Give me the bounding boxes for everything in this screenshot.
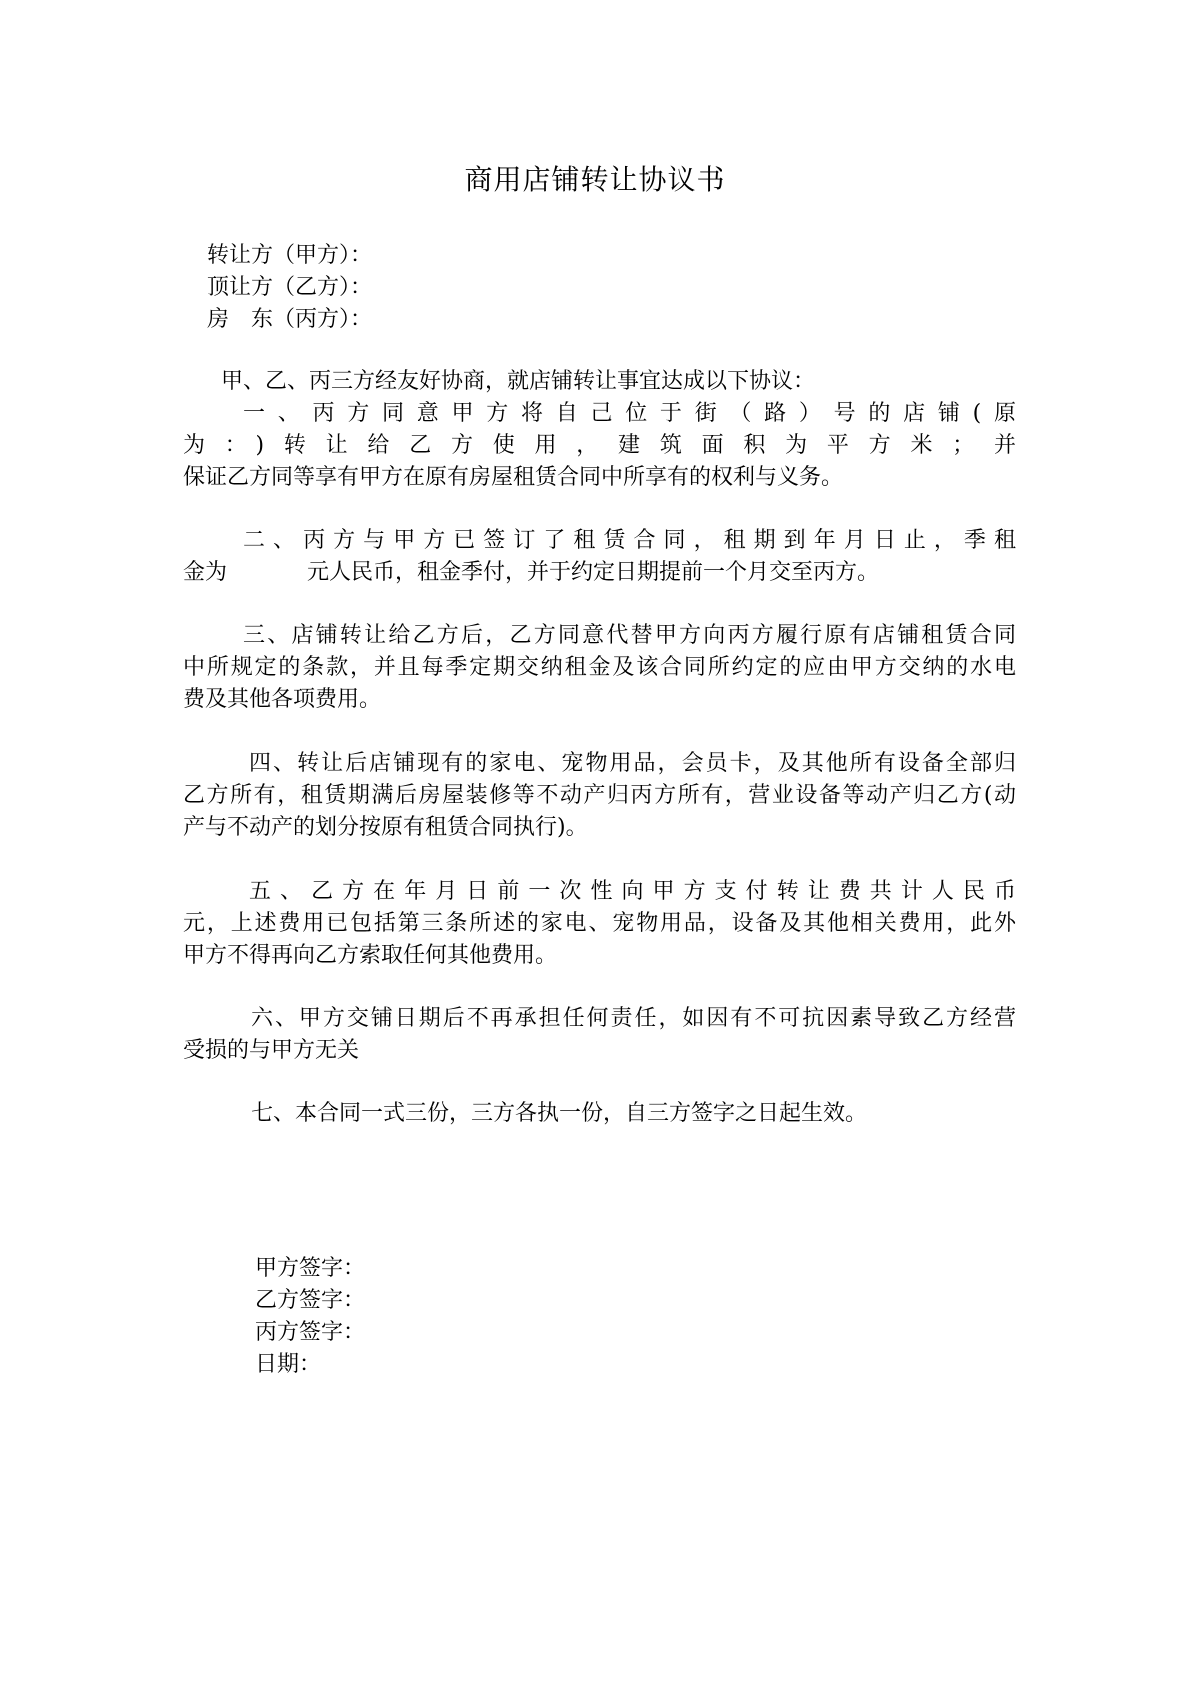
party-transferee: 顶让方（乙方）：	[207, 275, 373, 300]
clause-5-line-2: 元，上述费用已包括第三条所述的家电、宠物用品，设备及其他相关费用，此外	[183, 911, 1016, 936]
clause-1-line-1: 一、丙方同意甲方将自己位于街（路）号的店铺(原	[243, 401, 1016, 426]
clause-5-line-3: 甲方不得再向乙方索取任何其他费用。	[183, 943, 558, 968]
clause-3-line-1: 三、店铺转让给乙方后，乙方同意代替甲方向丙方履行原有店铺租赁合同	[243, 623, 1016, 648]
clause-2-line-1: 二、丙方与甲方已签订了租赁合同，租期到年月日止，季租	[243, 528, 1016, 553]
signature-party-a: 甲方签字：	[255, 1256, 366, 1281]
document-title: 商用店铺转让协议书	[464, 163, 726, 196]
signature-date: 日期：	[255, 1352, 322, 1377]
party-transferor: 转让方（甲方）：	[207, 243, 373, 268]
clause-3-line-3: 费及其他各项费用。	[183, 687, 382, 712]
signature-party-b: 乙方签字：	[255, 1288, 366, 1313]
clause-4-line-2: 乙方所有，租赁期满后房屋装修等不动产归丙方所有，营业设备等动产归乙方(动	[183, 783, 1016, 808]
clause-4-line-3: 产与不动产的划分按原有租赁合同执行)。	[183, 815, 588, 840]
clause-4-line-1: 四、转让后店铺现有的家电、宠物用品，会员卡，及其他所有设备全部归	[249, 751, 1016, 776]
clause-6-line-1: 六、甲方交铺日期后不再承担任何责任，如因有不可抗因素导致乙方经营	[251, 1006, 1016, 1031]
party-landlord: 房 东（丙方）：	[207, 307, 373, 332]
signature-party-c: 丙方签字：	[255, 1320, 366, 1345]
intro-paragraph: 甲、乙、丙三方经友好协商，就店铺转让事宜达成以下协议：	[221, 369, 816, 394]
clause-1-line-3: 保证乙方同等享有甲方在原有房屋租赁合同中所享有的权利与义务。	[183, 465, 844, 490]
clause-1-line-2: 为：)转让给乙方使用，建筑面积为平方米；并	[183, 433, 1016, 458]
clause-6-line-2: 受损的与甲方无关	[183, 1038, 360, 1063]
clause-3-line-2: 中所规定的条款，并且每季定期交纳租金及该合同所约定的应由甲方交纳的水电	[183, 655, 1016, 680]
clause-2-line-2: 金为 元人民币，租金季付，并于约定日期提前一个月交至丙方。	[183, 560, 880, 585]
clause-7: 七、本合同一式三份，三方各执一份，自三方签字之日起生效。	[251, 1101, 868, 1126]
clause-5-line-1: 五、乙方在年月日前一次性向甲方支付转让费共计人民币	[249, 879, 1016, 904]
